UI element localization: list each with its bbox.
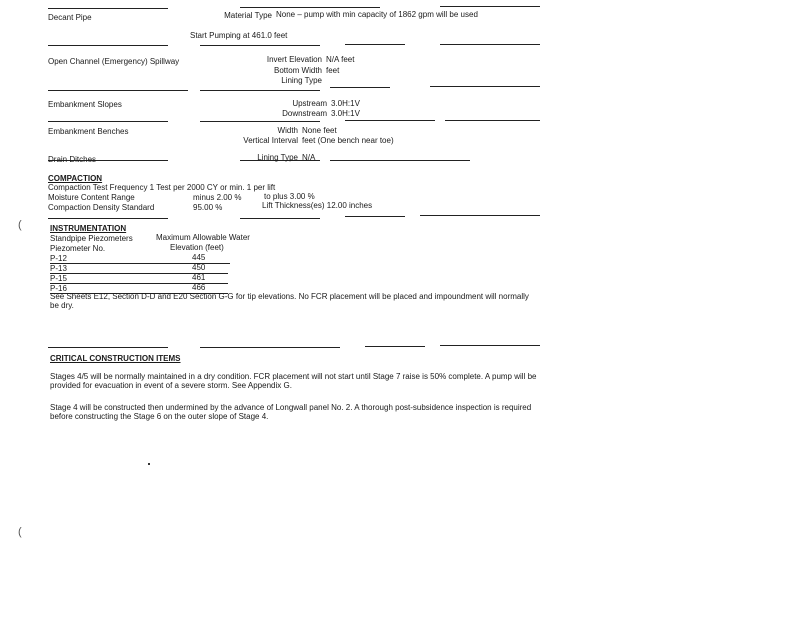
rule-line [200,45,320,46]
rule-line [365,346,425,347]
start-pumping: Start Pumping at 461.0 feet [190,31,288,40]
rule-line [440,345,540,346]
ditch-lining-value: N/A [302,153,316,162]
rule-line [240,7,380,8]
invert-elevation-key: Invert Elevation [266,55,322,64]
binder-hole-mark: ( [18,219,22,231]
rule-line [420,215,540,216]
rule-line [200,121,320,122]
decant-pipe-label: Decant Pipe [48,13,92,22]
bottom-width-key: Bottom Width [273,66,322,75]
standpipe-header: Standpipe Piezometers [50,234,133,243]
rule-line [200,347,340,348]
rule-line [330,87,390,88]
table-rule [50,263,230,264]
rule-line [240,218,320,219]
piezometer-id: P-12 [50,254,67,263]
rule-line [48,8,168,9]
rule-line [48,90,188,91]
piezometer-elevation: 461 [192,273,206,282]
critical-paragraph-2: Stage 4 will be constructed then undermined by the advance of Longwall panel No. 2. A thorough post-subsidence inspection is required before constructing the Stage 6 on the outer slope of Stage 4. [50,403,532,421]
piezometer-id: P-15 [50,274,67,283]
bottom-width-value: feet [326,66,340,75]
rule-line [48,218,168,219]
downstream-key: Downstream [282,109,327,118]
table-rule [50,283,228,284]
material-type-key: Material Type [224,11,272,20]
ditch-lining-key: Lining Type [257,153,298,162]
spillway-label: Open Channel (Emergency) Spillway [48,57,180,66]
slopes-label: Embankment Slopes [48,100,122,109]
instrumentation-heading: INSTRUMENTATION [50,224,127,233]
critical-paragraph-1: Stages 4/5 will be normally maintained in a dry condition. FCR placement will not start until Stage 7 raise is 50% complete. A pump will be provided for evacuation in event of a severe storm. See Appendix G. [50,372,537,390]
rule-line [48,347,168,348]
rule-line [345,44,405,45]
rule-line [345,120,435,121]
rule-line [330,160,470,161]
upstream-value: 3.0H:1V [331,99,360,108]
table-rule [50,273,228,274]
max-water-header: Maximum Allowable Water [156,233,250,242]
piezometer-no-header: Piezometer No. [50,244,106,253]
moisture-plus: to plus 3.00 % [264,192,315,201]
piezometer-elevation: 466 [192,283,206,292]
bench-width-key: Width [277,126,298,135]
compaction-heading: COMPACTION [48,174,103,183]
piezometer-id: P-16 [50,284,67,293]
vertical-interval-value: feet (One bench near toe) [302,136,394,145]
instrumentation-note: See Sheets E12, Section D-D and E20 Section G-G for tip elevations. No FCR placement will be placed and impoundment will normally be dry. [50,292,529,310]
binder-hole-mark: ( [18,526,22,538]
spillway-lining-key: Lining Type [281,76,322,85]
moisture-minus: minus 2.00 % [193,193,242,202]
density-standard-label: Compaction Density Standard [48,203,155,212]
bench-width-value: None feet [302,126,337,135]
piezometer-elevation: 450 [192,263,206,272]
invert-elevation-value: N/A feet [326,55,355,64]
vertical-interval-key: Vertical Interval [243,136,298,145]
scan-speck [148,463,150,465]
rule-line [445,120,540,121]
rule-line [440,44,540,45]
density-standard-value: 95.00 % [193,203,223,212]
rule-line [48,121,168,122]
downstream-value: 3.0H:1V [331,109,360,118]
lift-thickness: Lift Thickness(es) 12.00 inches [262,201,373,210]
rule-line [440,6,540,7]
rule-line [345,216,405,217]
elevation-header: Elevation (feet) [170,243,224,252]
rule-line [48,45,168,46]
material-type-value: None – pump with min capacity of 1862 gpm will be used [276,10,478,19]
rule-line [430,86,540,87]
piezometer-elevation: 445 [192,253,206,262]
rule-line [200,90,320,91]
moisture-range-label: Moisture Content Range [48,193,135,202]
upstream-key: Upstream [292,99,327,108]
benches-label: Embankment Benches [48,127,129,136]
compaction-test-frequency: Compaction Test Frequency 1 Test per 2000 CY or min. 1 per lift [48,183,276,192]
ditches-label: Drain Ditches [48,155,97,164]
critical-items-heading: CRITICAL CONSTRUCTION ITEMS [50,354,181,363]
piezometer-id: P-13 [50,264,67,273]
